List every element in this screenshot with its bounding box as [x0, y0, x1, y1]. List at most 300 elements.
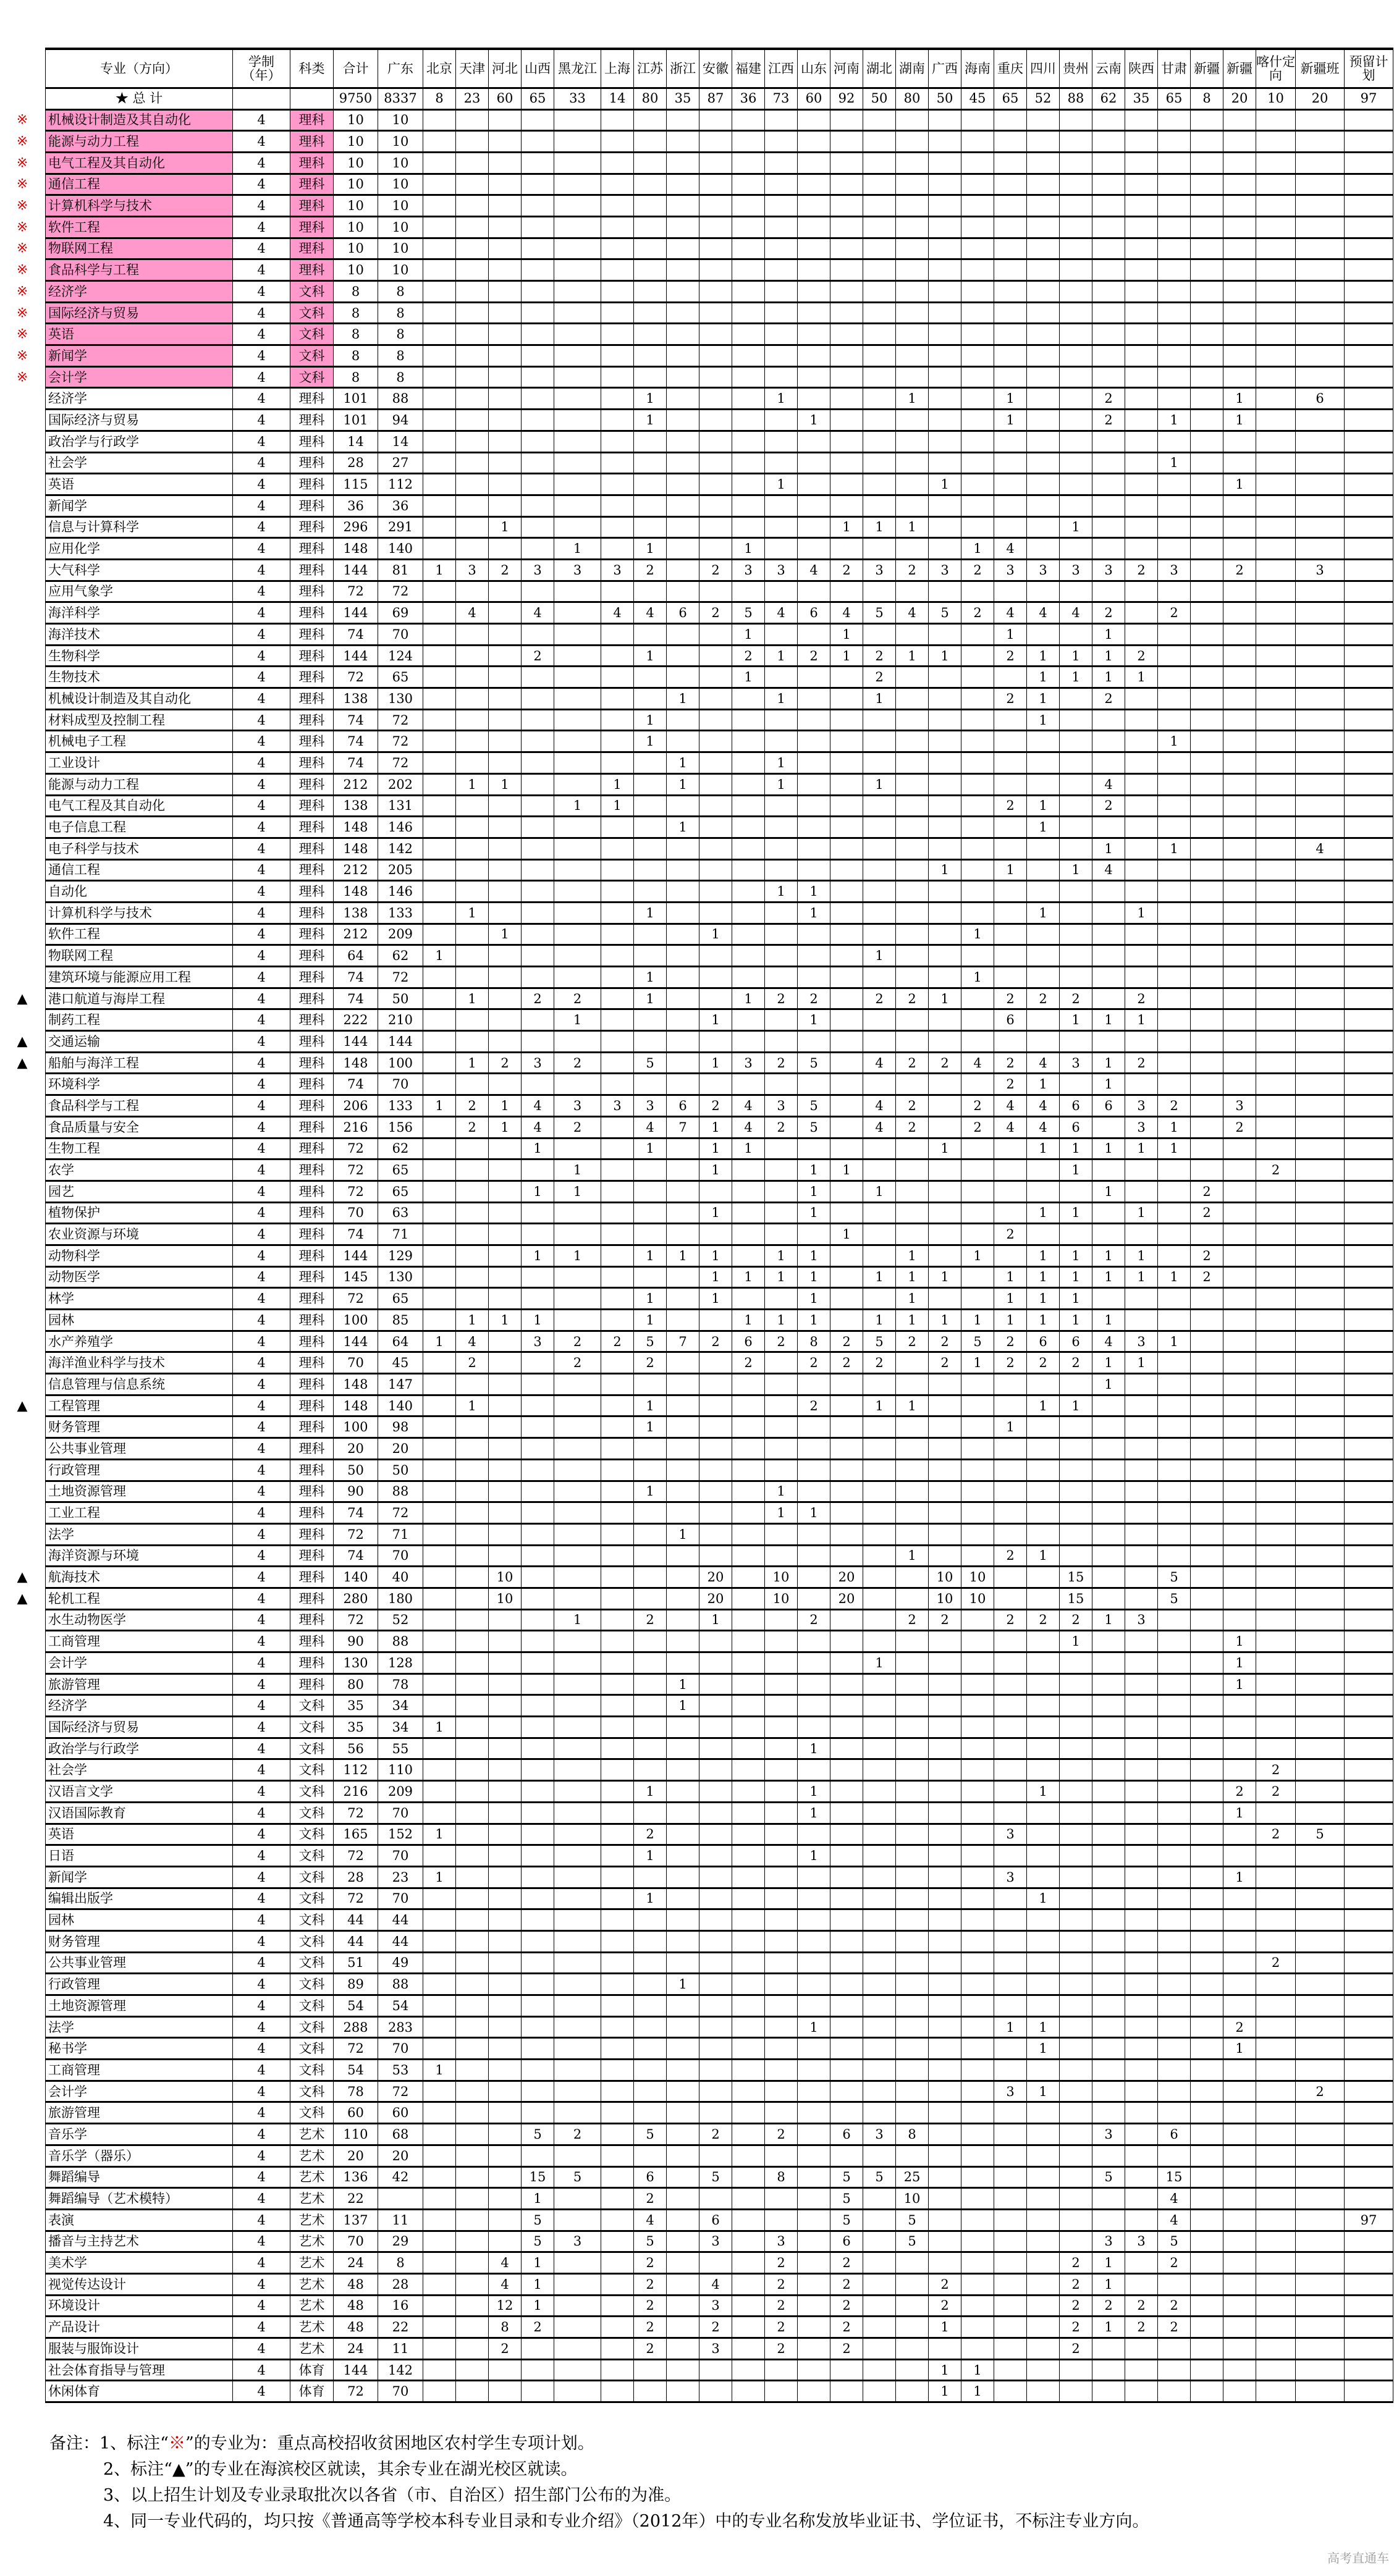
province-quota	[1223, 945, 1256, 967]
province-quota: 2	[1191, 1202, 1223, 1224]
province-quota	[667, 388, 699, 410]
province-quota	[489, 174, 522, 195]
province-quota	[765, 859, 798, 881]
province-quota	[1060, 731, 1092, 752]
province-quota	[863, 2038, 896, 2060]
province-quota	[863, 538, 896, 560]
province-quota: 1	[896, 516, 929, 538]
province-quota	[994, 2038, 1027, 2060]
province-quota: 4	[1158, 2188, 1191, 2210]
province-quota	[1060, 2038, 1092, 2060]
province-quota	[732, 1031, 765, 1053]
province-quota: 2	[634, 1352, 667, 1374]
province-quota	[667, 1952, 699, 1974]
province-quota: 1	[863, 1181, 896, 1202]
major-name-text: 航海技术	[48, 1570, 100, 1585]
province-quota	[1256, 2209, 1296, 2231]
province-quota	[554, 1416, 601, 1438]
province-quota	[1256, 924, 1296, 945]
province-quota	[1092, 345, 1125, 367]
province-quota	[994, 1438, 1027, 1460]
province-quota	[489, 152, 522, 174]
major-name-text: 水生动物医学	[48, 1612, 126, 1628]
province-quota	[601, 1995, 634, 2017]
province-quota	[1060, 945, 1092, 967]
province-quota	[667, 1160, 699, 1181]
province-quota: 2	[994, 688, 1027, 710]
province-quota	[699, 709, 732, 731]
province-quota	[961, 1695, 994, 1717]
province-quota	[1256, 988, 1296, 1009]
major-name-text: 英语	[48, 327, 74, 342]
province-quota	[456, 238, 489, 259]
years: 4	[233, 2145, 290, 2166]
province-quota	[765, 795, 798, 817]
major-name	[46, 967, 233, 988]
province-quota	[1223, 2188, 1256, 2210]
province-quota	[961, 1202, 994, 1224]
province-quota	[732, 1523, 765, 1545]
row-total: 148	[334, 881, 378, 903]
province-quota: 2	[1092, 388, 1125, 410]
guangdong-quota: 44	[378, 1930, 423, 1952]
province-quota	[863, 1523, 896, 1545]
province-quota	[1092, 881, 1125, 903]
province-quota	[863, 709, 896, 731]
province-quota	[1256, 452, 1296, 474]
province-quota	[667, 945, 699, 967]
province-quota: 1	[1027, 1074, 1060, 1095]
province-quota: 1	[1223, 474, 1256, 495]
province-quota	[1092, 967, 1125, 988]
province-quota	[929, 731, 961, 752]
province-quota	[1027, 1438, 1060, 1460]
province-quota: 1	[1027, 1245, 1060, 1266]
years: 4	[233, 902, 290, 924]
province-quota	[634, 2060, 667, 2081]
major-name-text: 舞蹈编导	[48, 2170, 100, 2185]
province-quota	[699, 1310, 732, 1331]
table-row	[46, 1738, 1393, 1759]
province-quota	[1125, 452, 1158, 474]
province-quota	[1027, 967, 1060, 988]
province-quota	[601, 516, 634, 538]
province-quota: 1	[699, 1052, 732, 1074]
province-quota	[456, 2038, 489, 2060]
province-quota	[830, 988, 863, 1009]
row-total: 140	[334, 1567, 378, 1588]
province-quota	[699, 109, 732, 131]
province-quota	[1191, 752, 1223, 774]
province-quota	[456, 2338, 489, 2360]
province-quota	[1191, 2166, 1223, 2188]
table-row	[46, 1416, 1393, 1438]
province-quota	[896, 2145, 929, 2166]
major-name	[46, 602, 233, 624]
province-quota: 2	[994, 795, 1027, 817]
category: 文科	[290, 2038, 334, 2060]
province-quota	[1027, 1481, 1060, 1502]
province-quota	[994, 366, 1027, 388]
province-quota	[1125, 1952, 1158, 1974]
province-quota	[423, 667, 456, 688]
province-quota	[765, 1138, 798, 1160]
row-total: 44	[334, 1909, 378, 1931]
province-quota	[765, 1845, 798, 1867]
guangdong-quota: 22	[378, 2317, 423, 2338]
row-total: 72	[334, 1181, 378, 1202]
province-quota: 15	[522, 2166, 554, 2188]
province-quota	[929, 195, 961, 217]
province-quota	[1256, 1974, 1296, 1995]
province-quota	[522, 1523, 554, 1545]
province-quota	[634, 2381, 667, 2402]
province-quota	[1027, 1459, 1060, 1481]
province-quota	[1345, 881, 1393, 903]
row-total: 48	[334, 2295, 378, 2317]
province-quota	[1027, 2381, 1060, 2402]
province-quota	[1158, 1009, 1191, 1031]
province-quota	[489, 1909, 522, 1931]
guangdong-quota: 72	[378, 581, 423, 602]
province-quota	[699, 152, 732, 174]
province-quota	[601, 345, 634, 367]
province-quota	[1296, 259, 1345, 281]
province-quota	[1256, 1909, 1296, 1931]
province-quota: 1	[1092, 1052, 1125, 1074]
province-quota	[896, 1202, 929, 1224]
header-province: 重庆	[994, 49, 1027, 88]
province-quota: 1	[634, 988, 667, 1009]
province-quota	[667, 1052, 699, 1074]
province-quota	[554, 152, 601, 174]
major-name-text: 服装与服饰设计	[48, 2341, 139, 2356]
province-quota	[423, 195, 456, 217]
guangdong-quota: 72	[378, 752, 423, 774]
province-quota	[863, 1567, 896, 1588]
province-quota	[522, 388, 554, 410]
province-quota	[732, 1288, 765, 1310]
province-quota	[456, 1909, 489, 1931]
province-quota	[667, 538, 699, 560]
major-name	[46, 1160, 233, 1181]
province-quota	[896, 1717, 929, 1738]
row-total: 216	[334, 1781, 378, 1803]
years: 4	[233, 709, 290, 731]
guangdong-quota: 62	[378, 1138, 423, 1160]
province-quota	[554, 195, 601, 217]
province-quota	[1092, 902, 1125, 924]
major-name	[46, 645, 233, 667]
province-quota: 2	[765, 2124, 798, 2145]
province-quota	[667, 624, 699, 646]
table-row	[46, 2060, 1393, 2081]
years: 4	[233, 431, 290, 452]
row-total: 72	[334, 1288, 378, 1310]
province-quota	[830, 1738, 863, 1759]
province-quota	[522, 1288, 554, 1310]
province-quota: 2	[1092, 410, 1125, 431]
province-quota	[1158, 1652, 1191, 1674]
province-quota	[423, 1652, 456, 1674]
province-quota: 1	[634, 1310, 667, 1331]
province-quota	[423, 131, 456, 153]
province-quota: 2	[929, 1331, 961, 1352]
province-quota	[554, 2209, 601, 2231]
province-quota	[929, 1074, 961, 1095]
province-quota	[1256, 2081, 1296, 2102]
province-quota	[1191, 1781, 1223, 1803]
province-quota	[601, 1695, 634, 1717]
province-quota	[456, 1866, 489, 1888]
province-quota	[929, 1181, 961, 1202]
major-name	[46, 1459, 233, 1481]
province-quota	[994, 773, 1027, 795]
province-quota	[423, 1074, 456, 1095]
province-quota	[601, 538, 634, 560]
province-quota: 3	[522, 1331, 554, 1352]
category: 理科	[290, 1481, 334, 1502]
province-quota	[1191, 2038, 1223, 2060]
category: 理科	[290, 1588, 334, 1609]
province-quota	[798, 2317, 830, 2338]
province-quota	[798, 752, 830, 774]
province-quota	[1191, 881, 1223, 903]
row-total: 74	[334, 1502, 378, 1524]
province-quota	[1158, 988, 1191, 1009]
province-quota	[489, 2124, 522, 2145]
province-quota	[1191, 1438, 1223, 1460]
province-quota	[522, 1588, 554, 1609]
province-quota	[1191, 1395, 1223, 1416]
province-quota	[929, 366, 961, 388]
province-quota	[1125, 431, 1158, 452]
province-quota: 6	[830, 2231, 863, 2252]
province-quota	[667, 1266, 699, 1288]
province-quota: 2	[830, 1331, 863, 1352]
province-quota	[1345, 538, 1393, 560]
major-name	[16, 131, 233, 153]
province-quota	[961, 1288, 994, 1310]
province-quota	[1191, 2359, 1223, 2381]
province-quota	[522, 1438, 554, 1460]
province-quota	[1296, 1888, 1345, 1909]
province-quota	[798, 1952, 830, 1974]
province-quota	[423, 238, 456, 259]
province-quota	[1191, 1523, 1223, 1545]
province-quota	[554, 174, 601, 195]
table-row	[46, 2209, 1393, 2231]
province-quota: 2	[765, 988, 798, 1009]
province-quota: 1	[994, 388, 1027, 410]
guangdong-quota: 70	[378, 1888, 423, 1909]
province-quota	[601, 2273, 634, 2295]
province-quota	[1191, 624, 1223, 646]
province-quota	[667, 2102, 699, 2124]
province-quota	[863, 731, 896, 752]
province-quota	[896, 2102, 929, 2124]
province-quota	[798, 1459, 830, 1481]
province-quota	[1158, 1673, 1191, 1695]
major-name	[46, 474, 233, 495]
province-quota	[896, 216, 929, 238]
province-quota	[601, 1567, 634, 1588]
table-row	[46, 1695, 1393, 1717]
province-quota	[634, 688, 667, 710]
province-quota	[1027, 345, 1060, 367]
province-quota: 2	[634, 2252, 667, 2274]
years: 4	[233, 388, 290, 410]
province-quota	[1256, 2231, 1296, 2252]
province-quota	[961, 1545, 994, 1567]
province-quota	[1158, 431, 1191, 452]
province-quota: 2	[634, 559, 667, 581]
province-quota	[489, 281, 522, 303]
province-quota	[634, 1866, 667, 1888]
province-quota	[699, 1224, 732, 1245]
row-total: 10	[334, 195, 378, 217]
province-quota	[1345, 345, 1393, 367]
province-quota: 15	[1060, 1567, 1092, 1588]
province-quota	[1027, 1502, 1060, 1524]
province-quota	[863, 109, 896, 131]
province-quota	[1296, 195, 1345, 217]
grand-total-province: 35	[667, 88, 699, 109]
province-quota: 2	[1158, 2295, 1191, 2317]
province-quota	[423, 1673, 456, 1695]
province-quota	[1092, 2081, 1125, 2102]
table-row	[46, 2016, 1393, 2038]
major-name	[46, 924, 233, 945]
province-quota	[456, 1824, 489, 1845]
row-total: 35	[334, 1717, 378, 1738]
province-quota	[667, 967, 699, 988]
major-name-text: 大气科学	[48, 562, 100, 578]
province-quota	[634, 624, 667, 646]
province-quota	[1158, 238, 1191, 259]
province-quota: 1	[765, 1502, 798, 1524]
province-quota: 2	[554, 1331, 601, 1352]
province-quota	[765, 1545, 798, 1567]
province-quota	[1191, 516, 1223, 538]
major-name	[16, 281, 233, 303]
years: 4	[233, 1781, 290, 1803]
province-quota: 2	[489, 559, 522, 581]
province-quota	[601, 2295, 634, 2317]
province-quota: 1	[994, 1310, 1027, 1331]
province-quota	[830, 431, 863, 452]
province-quota: 1	[896, 1245, 929, 1266]
province-quota	[961, 238, 994, 259]
province-quota: 1	[765, 388, 798, 410]
province-quota: 20	[830, 1588, 863, 1609]
province-quota	[489, 1523, 522, 1545]
table-row	[46, 195, 1393, 217]
province-quota	[489, 345, 522, 367]
province-quota	[489, 1759, 522, 1781]
province-quota	[1125, 152, 1158, 174]
province-quota	[1060, 345, 1092, 367]
province-quota	[798, 1545, 830, 1567]
province-quota	[634, 431, 667, 452]
province-quota	[765, 366, 798, 388]
province-quota: 5	[863, 2166, 896, 2188]
province-quota	[798, 238, 830, 259]
province-quota: 1	[1158, 1116, 1191, 1138]
province-quota	[667, 645, 699, 667]
years: 4	[233, 1717, 290, 1738]
category: 文科	[290, 1824, 334, 1845]
province-quota	[522, 302, 554, 324]
province-quota	[863, 2231, 896, 2252]
province-quota	[765, 281, 798, 303]
province-quota	[1027, 1652, 1060, 1674]
grand-total-province: 97	[1345, 88, 1393, 109]
province-quota	[994, 1888, 1027, 1909]
province-quota	[1125, 1074, 1158, 1095]
province-quota	[1296, 859, 1345, 881]
province-quota	[456, 516, 489, 538]
province-quota	[863, 2252, 896, 2274]
province-quota: 2	[1125, 2317, 1158, 2338]
province-quota: 4	[1027, 602, 1060, 624]
years: 4	[233, 1395, 290, 1416]
province-quota	[863, 1416, 896, 1438]
row-total: 112	[334, 1759, 378, 1781]
province-quota	[522, 1352, 554, 1374]
province-quota: 1	[1027, 1545, 1060, 1567]
years: 4	[233, 2317, 290, 2338]
years: 4	[233, 1588, 290, 1609]
years: 4	[233, 1652, 290, 1674]
province-quota	[601, 1352, 634, 1374]
major-name-text: 农学	[48, 1163, 74, 1177]
category: 文科	[290, 366, 334, 388]
province-quota	[732, 1652, 765, 1674]
province-quota	[1256, 1995, 1296, 2017]
province-quota: 2	[1092, 2295, 1125, 2317]
province-quota	[1125, 1909, 1158, 1931]
major-name-text: 音乐学（器乐）	[48, 2148, 139, 2163]
province-quota	[929, 838, 961, 859]
province-quota	[1223, 195, 1256, 217]
province-quota	[994, 109, 1027, 131]
province-quota	[423, 281, 456, 303]
province-quota	[732, 495, 765, 516]
years: 4	[233, 1738, 290, 1759]
province-quota	[667, 174, 699, 195]
province-quota	[1158, 366, 1191, 388]
province-quota	[522, 1224, 554, 1245]
province-quota: 1	[667, 1673, 699, 1695]
province-quota	[554, 259, 601, 281]
province-quota	[456, 324, 489, 345]
province-quota	[798, 1567, 830, 1588]
province-quota: 2	[522, 988, 554, 1009]
province-quota	[798, 474, 830, 495]
province-quota	[994, 945, 1027, 967]
province-quota	[1256, 1310, 1296, 1331]
province-quota	[994, 2145, 1027, 2166]
province-quota: 1	[961, 1310, 994, 1331]
guangdong-quota: 10	[378, 216, 423, 238]
province-quota	[554, 238, 601, 259]
row-total: 28	[334, 452, 378, 474]
province-quota	[1125, 2166, 1158, 2188]
province-quota	[732, 238, 765, 259]
province-quota	[1256, 773, 1296, 795]
province-quota	[1296, 1245, 1345, 1266]
